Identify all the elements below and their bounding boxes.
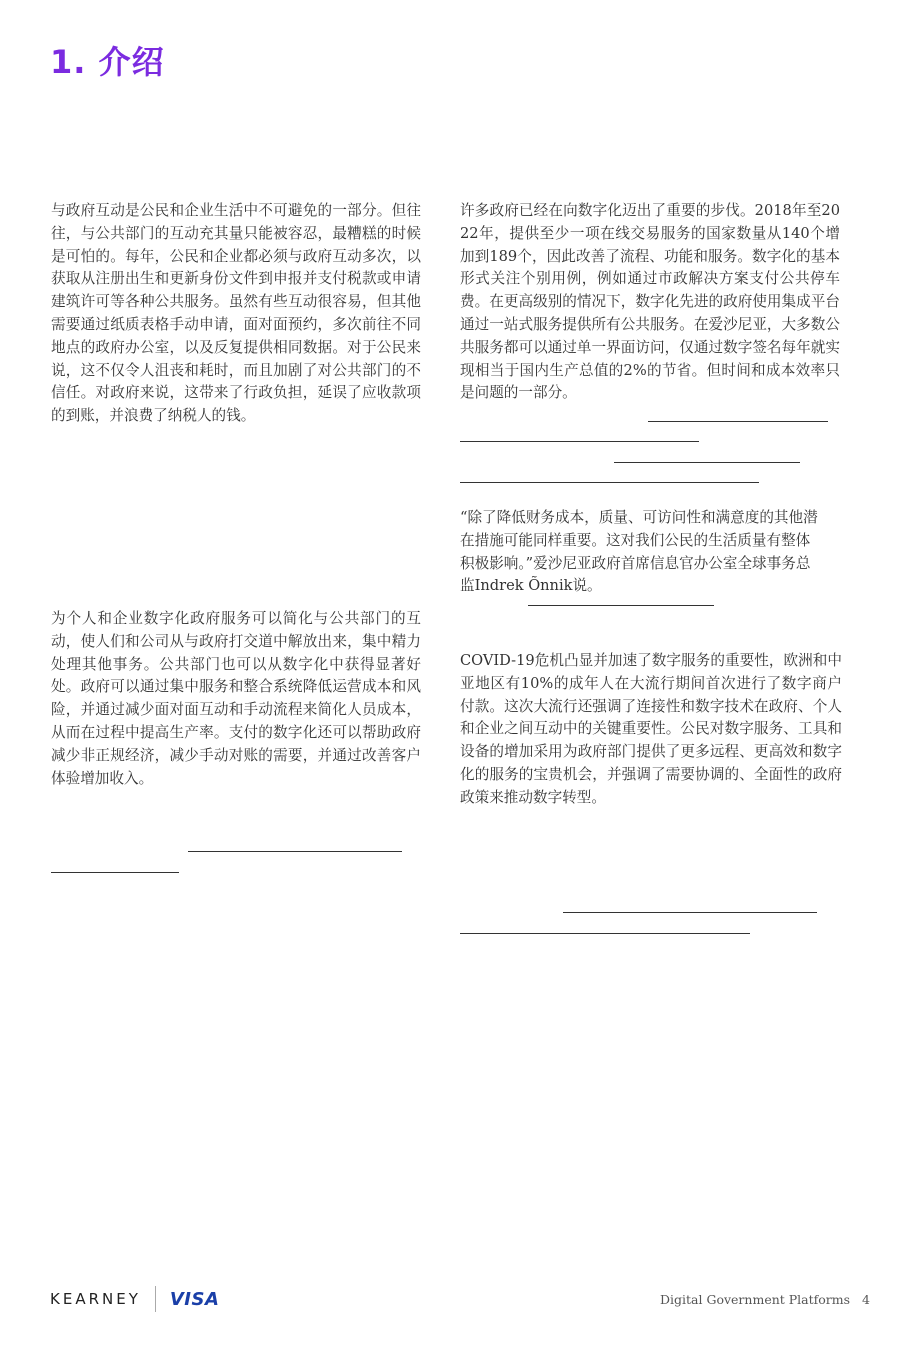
intro-paragraph-2: 为个人和企业数字化政府服务可以简化与公共部门的互动，使人们和公司从与政府打交道中解放出来，集中精力处理其他事务。公共部门也可以从数字化中获得显著好处。政府可以通过集中服务和整合系统降低运营成本和风险，并通过减少面对面互动和手动流程来简化人员成本，从而在过程中提高生产率。支付的数字化还可以帮助政府减少非正规经济，减少手动对账的需要，并通过改善客户体验增加收入。 [51,610,421,787]
divider-rule [614,462,800,463]
intro-paragraph-3: 许多政府已经在向数字化迈出了重要的步伐。2018年至2022年，提供至少一项在线交易服务的国家数量从140个增加到189个，因此改善了流程、功能和服务。数字化的基本形式关注个别用例，例如通过市政解决方案支付公共停车费。在更高级别的情况下，数字化先进的政府使用集成平台通过一站式服务提供所有公共服务。在爱沙尼亚，大多数公共服务都可以通过单一界面访问，仅通过数字签名每年就实现相当于国内生产总值的2%的节省。但时间和成本效率只是问题的一部分。 [460,202,840,402]
footer-meta [660,1292,870,1307]
divider-rule [188,851,402,852]
logo-separator [155,1286,156,1312]
intro-paragraph-1: 与政府互动是公民和企业生活中不可避免的一部分。但往往，与公共部门的互动充其量只能被容忍，最糟糕的时候是可怕的。每年，公民和企业都必须与政府互动多次，以获取从注册出生和更新身份文件到申报并支付税款或申请建筑许可等各种公共服务。虽然有些互动很容易，但其他需要通过纸质表格手动申请，面对面预约，多次前往不同地点的政府办公室，以及反复提供相同数据。对于公民来说，这不仅令人沮丧和耗时，而且加剧了对公共部门的不信任。对政府来说，这带来了行政负担，延误了应收款项的到账，并浪费了纳税人的钱。 [51,202,421,425]
divider-rule [528,605,714,606]
footer-logos [50,1282,219,1316]
visa-logo: VISA [169,1288,220,1310]
divider-rule [460,441,699,442]
divider-rule [460,933,750,934]
divider-rule [648,421,828,422]
document-title: Digital Government Platforms [660,1292,851,1307]
page-number: 4 [862,1292,870,1307]
pull-quote: “除了降低财务成本，质量、可访问性和满意度的其他潜在措施可能同样重要。这对我们公民的生活质量有整体积极影响。”爱沙尼亚政府首席信息官办公室全球事务总监Indrek Õnnik说。 [460,509,818,595]
divider-rule [563,912,817,913]
divider-rule [460,482,759,483]
divider-rule [51,872,179,873]
kearney-logo: KEARNEY [50,1290,141,1308]
page-title: 1. 介绍 [50,43,165,81]
intro-paragraph-4: COVID-19危机凸显并加速了数字服务的重要性，欧洲和中亚地区有10%的成年人在大流行期间首次进行了数字商户付款。这次大流行还强调了连接性和数字技术在政府、个人和企业之间互动中的关键重要性。公民对数字服务、工具和设备的增加采用为政府部门提供了更多远程、更高效和数字化的服务的宝贵机会，并强调了需要协调的、全面性的政府政策来推动数字转型。 [460,652,842,806]
